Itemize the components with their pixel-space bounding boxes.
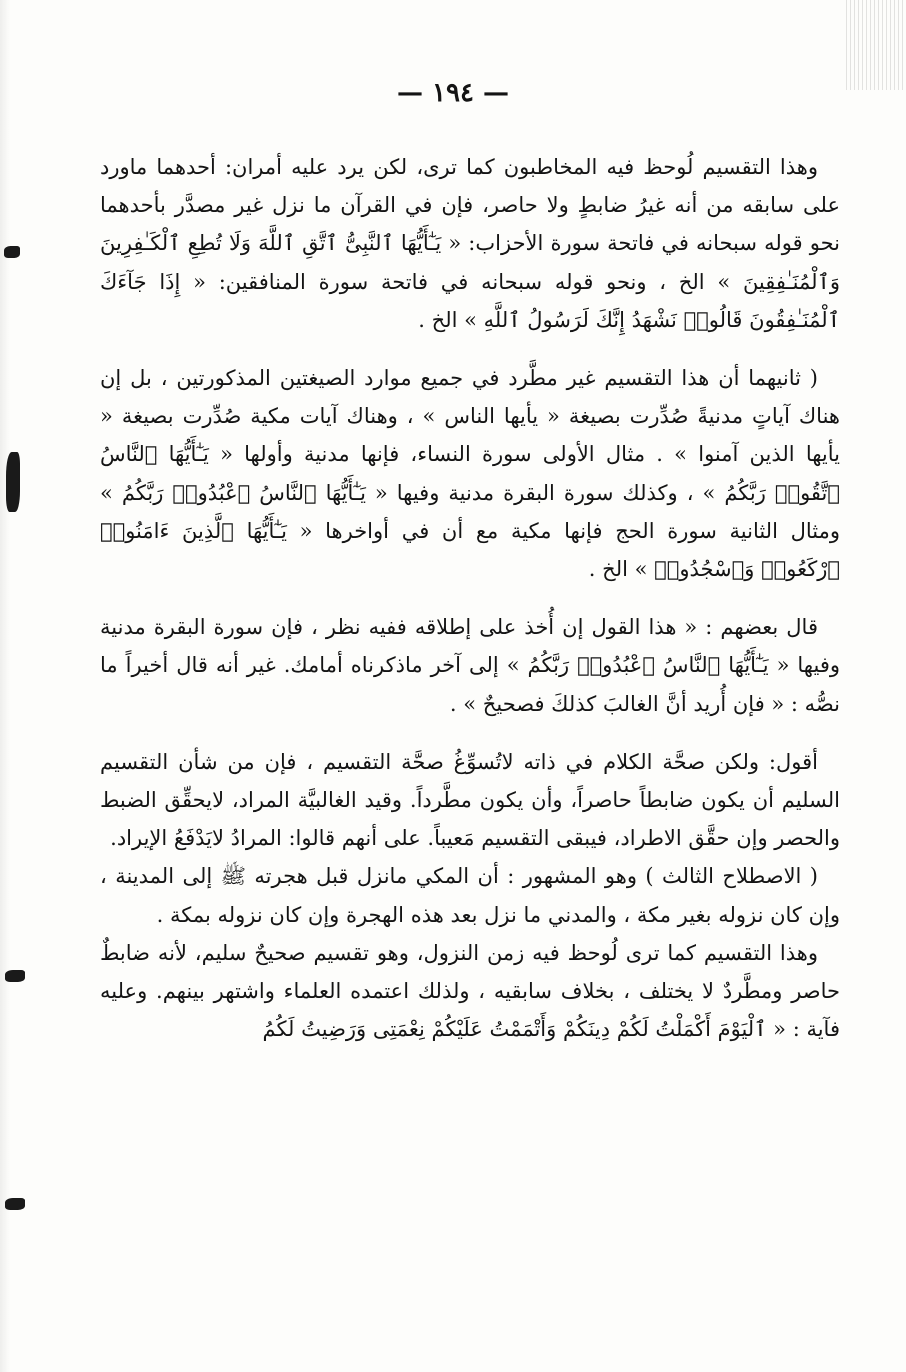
paragraph-4: أقول: ولكن صحَّة الكلام في ذاته لاتُسوِّغُ صحَّة التقسيم ، فإن من شأن التقسيم السليم أن يكون ضابطاً حاصراً، وأن يكون مطَّرداً. وقيد الغالبيَّة المراد، لايحقِّق الضبط والحصر وإن حقَّق الاطراد، فيبقى التقسيم مَعيباً. على أنهم قالوا: المرادُ لايَدْفَعُ الإيراد. bbox=[100, 749, 840, 851]
margin-ink-mark bbox=[5, 1198, 25, 1210]
scan-binding-shadow bbox=[0, 0, 10, 1372]
paragraph-2: ( ثانيهما أن هذا التقسيم غير مطَّرد في جميع موارد الصيغتين المذكورتين ، بل إن هناك آياتٍ مدنيةً صُدِّرت بصيغة « يأيها الناس » ، وهناك آيات مكية صُدِّرت بصيغة « يأيها الذين آمنوا » . مثال الأولى سورة النساء، فإنها مدنية وأولها « يَـٰٓأَيُّهَا ٱلنَّاسُ ٱتَّقُوا۟ رَبَّكُمُ » ، وكذلك سورة البقرة مدنية وفيها « يَـٰٓأَيُّهَا ٱلنَّاسُ ٱعْبُدُوا۟ رَبَّكُمُ » ومثال الثانية سورة الحج فإنها مكية مع أن في أواخرها « يَـٰٓأَيُّهَا ٱلَّذِينَ ءَامَنُوا۟ ٱرْكَعُوا۟ وَٱسْجُدُوا۟ » الخ . bbox=[100, 366, 840, 582]
page-number: — ١٩٤ — bbox=[396, 78, 510, 108]
page-body bbox=[100, 148, 840, 1048]
margin-ink-mark bbox=[4, 246, 20, 258]
paragraph-3: قال بعضهم : « هذا القول إن أُخذ على إطلاقه ففيه نظر ، فإن سورة البقرة مدنية وفيها « يَـٰٓأَيُّهَا ٱلنَّاسُ ٱعْبُدُوا۟ رَبَّكُمُ » إلى آخر ماذكرناه أمامك. غير أنه قال أخيراً ما نصُّه : « فإن أُريد أنَّ الغالبَ كذلكَ فصحيحٌ » . bbox=[100, 615, 840, 716]
margin-ink-mark bbox=[5, 970, 25, 982]
paragraph-5: ( الاصطلاح الثالث ) وهو المشهور : أن المكي مانزل قبل هجرته ﷺ إلى المدينة ، وإن كان نزوله بغير مكة ، والمدني ما نزل بعد هذه الهجرة وإن كان نزوله بمكة . bbox=[100, 864, 840, 927]
scan-corner-noise bbox=[846, 0, 906, 90]
paragraph-6: وهذا التقسيم كما ترى لُوحظ فيه زمن النزول، وهو تقسيم صحيحٌ سليم، لأنه ضابطٌ حاصر ومطَّردٌ لا يختلف ، بخلاف سابقيه ، ولذلك اعتمده العلماء واشتهر بينهم. وعليه فآية : « ٱلْيَوْمَ أَكْمَلْتُ لَكُمْ دِينَكُمْ وَأَتْمَمْتُ عَلَيْكُمْ نِعْمَتِى وَرَضِيتُ لَكُمُ bbox=[100, 940, 840, 1042]
margin-ink-mark bbox=[6, 452, 20, 512]
paragraph-1: وهذا التقسيم لُوحظ فيه المخاطبون كما ترى، لكن يرد عليه أمران: أحدهما ماورد على سابقه من أنه غيرُ ضابطٍ ولا حاصر، فإن في القرآن ما نزل غير مصدَّر بأحدهما نحو قوله سبحانه في فاتحة سورة الأحزاب: « يَـٰٓأَيُّهَا ٱلنَّبِىُّ ٱتَّقِ ٱللَّهَ وَلَا تُطِعِ ٱلْكَـٰفِرِينَ وَٱلْمُنَـٰفِقِينَ » الخ ، ونحو قوله سبحانه في فاتحة سورة المنافقين: « إِذَا جَآءَكَ ٱلْمُنَـٰفِقُونَ قَالُوا۟ نَشْهَدُ إِنَّكَ لَرَسُولُ ٱللَّهِ » الخ . bbox=[100, 155, 840, 332]
